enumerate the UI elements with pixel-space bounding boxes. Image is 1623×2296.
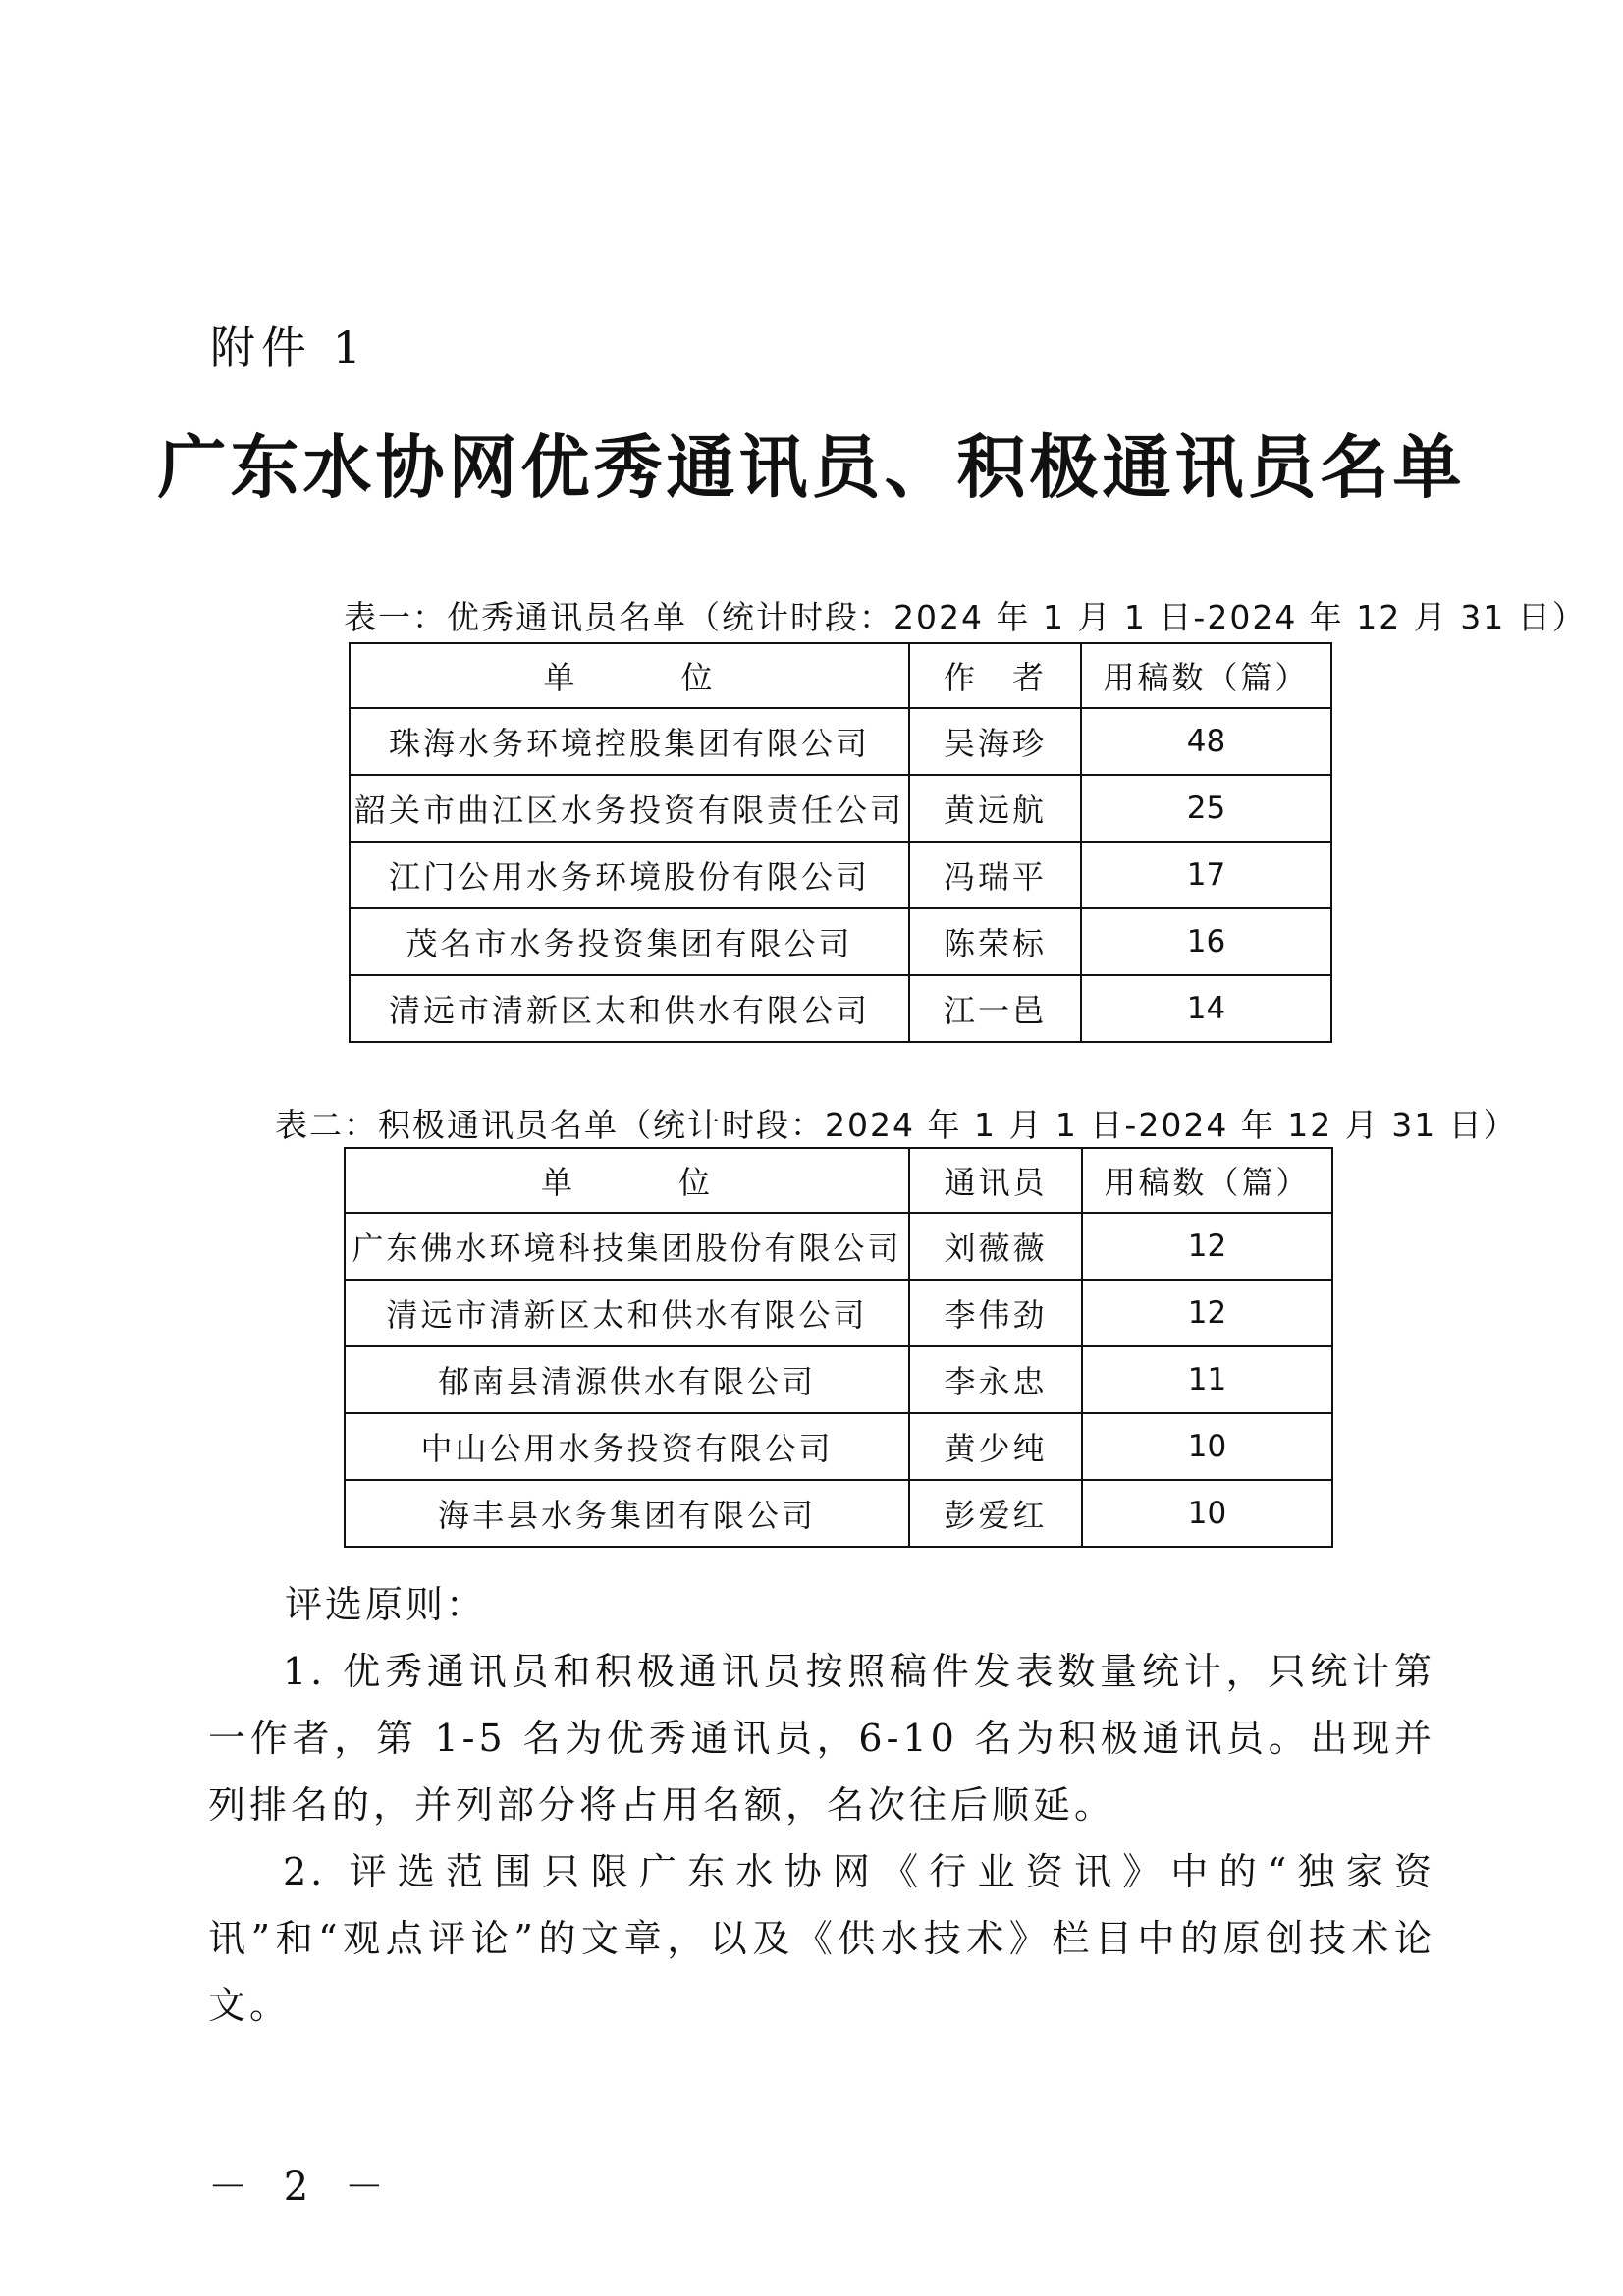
page-number: － 2 －	[208, 2164, 396, 2210]
cell-unit: 韶关市曲江区水务投资有限责任公司	[350, 775, 909, 842]
cell-count: 25	[1081, 775, 1331, 842]
header-count: 用稿数（篇）	[1082, 1148, 1332, 1213]
header-count: 用稿数（篇）	[1081, 643, 1331, 708]
header-correspondent: 通讯员	[909, 1148, 1082, 1213]
header-unit: 单 位	[350, 643, 909, 708]
table2-caption: 表二：积极通讯员名单（统计时段：2024 年 1 月 1 日-2024 年 12 月 31 日）	[275, 1106, 1518, 1144]
criteria-heading: 评选原则：	[285, 1583, 487, 1626]
table-row	[345, 1346, 1332, 1413]
cell-count: 10	[1082, 1480, 1332, 1547]
cell-unit: 广东佛水环境科技集团股份有限公司	[345, 1213, 909, 1280]
cell-count: 12	[1082, 1213, 1332, 1280]
cell-count: 17	[1081, 842, 1331, 908]
table-header-row	[350, 643, 1331, 708]
cell-author: 吴海珍	[909, 708, 1081, 775]
cell-count: 11	[1082, 1346, 1332, 1413]
table-row	[345, 1413, 1332, 1480]
table-row	[350, 975, 1331, 1042]
cell-unit: 清远市清新区太和供水有限公司	[350, 975, 909, 1042]
cell-unit: 江门公用水务环境股份有限公司	[350, 842, 909, 908]
table-row	[350, 708, 1331, 775]
table1-caption: 表一：优秀通讯员名单（统计时段：2024 年 1 月 1 日-2024 年 12 月 31 日）	[344, 598, 1587, 636]
cell-unit: 中山公用水务投资有限公司	[345, 1413, 909, 1480]
excellent-correspondents-table	[349, 642, 1332, 1043]
cell-count: 48	[1081, 708, 1331, 775]
header-unit: 单 位	[345, 1148, 909, 1213]
criteria-item-2: 2. 评选范围只限广东水协网《行业资讯》中的“独家资讯”和“观点评论”的文章，以及《供水技术》栏目中的原创技术论文。	[208, 1850, 1435, 2027]
cell-correspondent: 李永忠	[909, 1346, 1082, 1413]
cell-unit: 茂名市水务投资集团有限公司	[350, 908, 909, 975]
header-author: 作 者	[909, 643, 1081, 708]
document-title: 广东水协网优秀通讯员、积极通讯员名单	[157, 426, 1466, 508]
cell-author: 黄远航	[909, 775, 1081, 842]
cell-count: 16	[1081, 908, 1331, 975]
cell-unit: 珠海水务环境控股集团有限公司	[350, 708, 909, 775]
table-row	[345, 1480, 1332, 1547]
cell-correspondent: 刘薇薇	[909, 1213, 1082, 1280]
cell-correspondent: 李伟劲	[909, 1280, 1082, 1346]
cell-correspondent: 黄少纯	[909, 1413, 1082, 1480]
cell-count: 14	[1081, 975, 1331, 1042]
table-row	[350, 842, 1331, 908]
cell-unit: 海丰县水务集团有限公司	[345, 1480, 909, 1547]
cell-author: 陈荣标	[909, 908, 1081, 975]
cell-author: 江一邑	[909, 975, 1081, 1042]
cell-count: 12	[1082, 1280, 1332, 1346]
active-correspondents-table	[344, 1147, 1333, 1548]
cell-author: 冯瑞平	[909, 842, 1081, 908]
table-row	[345, 1213, 1332, 1280]
cell-unit: 郁南县清源供水有限公司	[345, 1346, 909, 1413]
table-row	[350, 775, 1331, 842]
cell-correspondent: 彭爱红	[909, 1480, 1082, 1547]
attachment-label: 附件 1	[210, 321, 367, 374]
table-row	[350, 908, 1331, 975]
table-row	[345, 1280, 1332, 1346]
table-header-row	[345, 1148, 1332, 1213]
criteria-item-1: 1. 优秀通讯员和积极通讯员按照稿件发表数量统计，只统计第一作者，第 1-5 名为优秀通讯员，6-10 名为积极通讯员。出现并列排名的，并列部分将占用名额，名次往后顺延。	[208, 1650, 1435, 1827]
cell-unit: 清远市清新区太和供水有限公司	[345, 1280, 909, 1346]
cell-count: 10	[1082, 1413, 1332, 1480]
